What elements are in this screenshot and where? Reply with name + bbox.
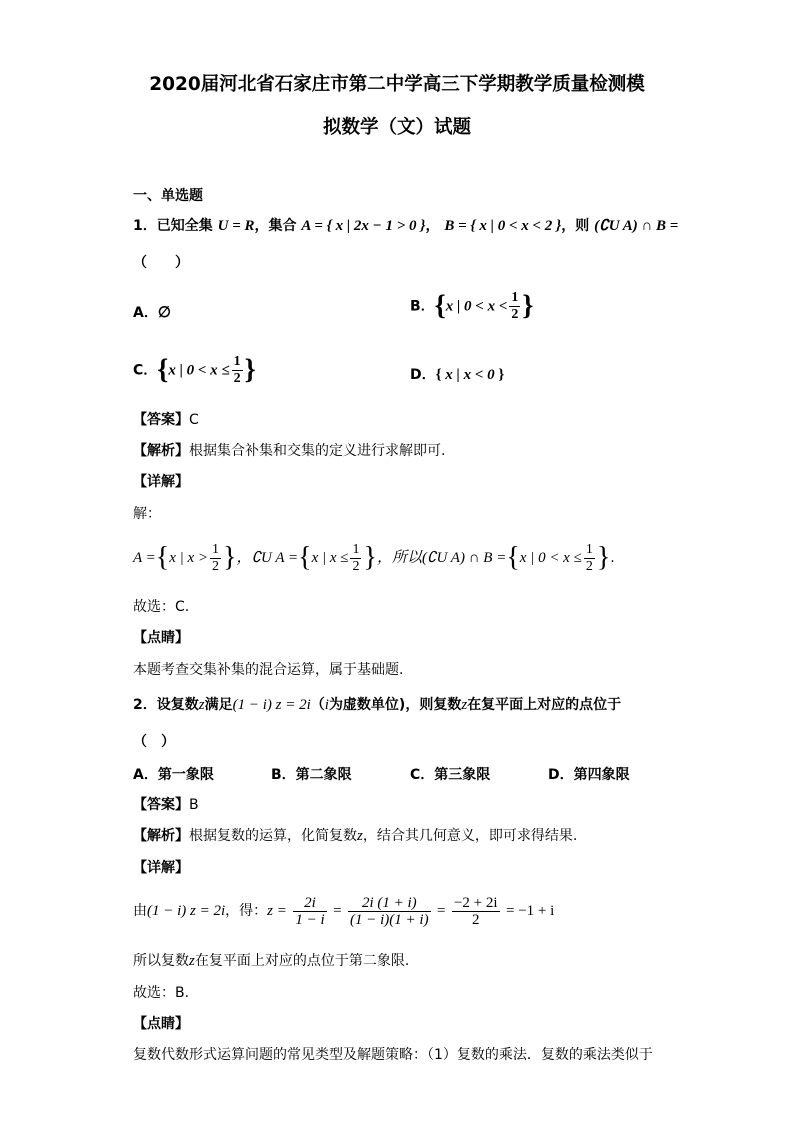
q2-z-2: z: [461, 697, 468, 713]
q2-analysis: [133, 826, 577, 846]
q2-text-a: 设复数: [156, 697, 199, 713]
q2-text-b: 满足: [204, 697, 233, 713]
q1-work-complement: ，∁U A =: [236, 550, 299, 566]
q1-work-so: ，所以(∁U A) ∩ B =: [376, 550, 507, 566]
q1-option-c-fraction: $\frac{1}{2}$: [233, 354, 241, 386]
q2-choose: 故选：B.: [133, 985, 190, 1001]
q1-option-a-label: A．: [133, 305, 158, 321]
q2-comment: 复数代数形式运算问题的常见类型及解题策略：（1）复数的乘法．复数的乘法类似于: [133, 1047, 653, 1063]
q2-result: = −1 + i: [506, 903, 555, 919]
q1-text-b: ，集合: [254, 218, 297, 234]
q1-comma: ，: [425, 218, 440, 234]
q1-comment-tag: 【点睛】: [133, 630, 189, 646]
q1-work-result: x | 0 < x ≤: [519, 550, 582, 566]
q2-eq-2: =: [437, 903, 446, 919]
q2-option-c: C．第三象限: [410, 767, 491, 783]
document-title-line1: 2020届河北省石家庄市第二中学高三下学期教学质量检测模: [149, 74, 645, 95]
q2-analysis-z: z: [357, 828, 363, 844]
q2-analysis-text-b: ，结合其几何意义，即可求得结果.: [362, 828, 578, 844]
q1-set-a: A = { x | 2x − 1 > 0 }: [301, 218, 426, 234]
q1-solve: 解：: [133, 506, 161, 522]
q2-get: ，得：: [225, 903, 268, 919]
q1-text-c: ，则: [561, 218, 590, 234]
q1-analysis-tag: 【解析】: [133, 443, 189, 459]
q2-option-d: D．第四象限: [548, 767, 630, 783]
q1-option-d-value: x | x < 0: [445, 367, 495, 383]
q2-fraction-3: $\frac{-2 + 2i}{2}$: [453, 894, 498, 928]
q2-analysis-tag: 【解析】: [133, 828, 189, 844]
q2-conclusion-a: 所以复数: [133, 953, 189, 969]
q2-analysis-text-a: 根据复数的运算，化简复数: [189, 828, 357, 844]
q2-text-d: 为虚数单位)，则复数: [328, 697, 462, 713]
q1-answer-value: C: [189, 412, 199, 428]
section-heading: 一、单选题: [133, 188, 203, 204]
q2-detail-tag: 【详解】: [133, 860, 189, 876]
q2-text-c: （: [310, 697, 325, 713]
q1-number: 1．: [133, 218, 157, 234]
q1-stem: [133, 216, 678, 236]
q2-conclusion-z: z: [189, 953, 195, 969]
q1-option-a: [133, 302, 171, 322]
q2-eq-1: =: [333, 903, 342, 919]
q2-work: [133, 893, 554, 929]
q2-option-a: A．第一象限: [133, 767, 214, 783]
q1-detail-tag: 【详解】: [133, 474, 189, 490]
q1-option-b: B．{x | 0 < x < $\frac{1}{2}$ }: [410, 290, 534, 322]
q2-answer: [133, 795, 199, 815]
q1-u-eq: U = R: [217, 218, 255, 234]
q1-option-c-value: x | 0 < x ≤: [168, 362, 230, 379]
q1-option-b-label: B．: [410, 298, 435, 315]
q2-number: 2．: [133, 697, 157, 713]
q1-text-a: 已知全集: [156, 218, 213, 234]
q1-work-fraction-1: $\frac{1}{2}$: [212, 541, 220, 574]
q1-work-a: A =: [133, 550, 156, 566]
q2-stem: [133, 695, 621, 715]
q1-option-d: D．{ x | x < 0 }: [410, 367, 505, 383]
q1-ask: (∁U A) ∩ B =: [594, 218, 679, 234]
q1-option-c-label: C．: [133, 362, 158, 379]
q2-answer-value: B: [189, 797, 199, 813]
q1-paren: （ ）: [133, 255, 189, 271]
q1-work-x-le: x | x ≤: [311, 550, 349, 566]
q1-option-b-fraction: $\frac{1}{2}$: [511, 290, 519, 322]
q2-eq: (1 − i) z = 2i: [232, 697, 311, 713]
document-title-line2: 拟数学（文）试题: [322, 117, 471, 138]
q2-answer-tag: 【答案】: [133, 797, 189, 813]
q2-comment-tag: 【点睛】: [133, 1016, 189, 1032]
q1-work: A ={x | x > $\frac{1}{2}$ }，∁U A ={x | x ≤ $\frac{1}{2}$ }，所以(∁U A) ∩ B ={x | 0 < x ≤ $\frac{1}{2}$ }.: [133, 541, 615, 574]
q1-set-b: B = { x | 0 < x < 2 }: [444, 218, 562, 234]
q1-comment: 本题考查交集补集的混合运算，属于基础题.: [133, 662, 404, 678]
q2-z: z: [198, 697, 205, 713]
q2-text-e: 在复平面上对应的点位于: [467, 697, 622, 713]
q1-answer-tag: 【答案】: [133, 412, 189, 428]
q2-option-b: B．第二象限: [271, 767, 352, 783]
q1-work-x-gt: x | x >: [169, 550, 209, 566]
q2-fraction-2: $\frac{2i (1 + i)}{(1 - i)(1 + i)}$: [350, 894, 429, 928]
q1-option-d-label: D．: [410, 367, 436, 383]
q1-option-c: C．{x | 0 < x ≤ $\frac{1}{2}$ }: [133, 354, 256, 386]
q1-option-a-value: ∅: [157, 305, 171, 321]
q2-fraction-1: $\frac{2i}{1 - i}$: [295, 894, 325, 928]
q1-analysis-text: 根据集合补集和交集的定义进行求解即可.: [189, 443, 446, 459]
q2-z-eq: z =: [267, 903, 287, 919]
q2-paren: （ ）: [133, 734, 175, 750]
q2-given: (1 − i) z = 2i: [147, 903, 226, 919]
q1-option-b-value: x | 0 < x <: [445, 298, 508, 315]
q2-conclusion-b: 在复平面上对应的点位于第二象限.: [194, 953, 410, 969]
q2-i: i: [324, 697, 329, 713]
q1-analysis: [133, 441, 445, 461]
q1-work-fraction-3: $\frac{1}{2}$: [585, 541, 593, 574]
q2-conclusion: [133, 951, 409, 971]
q1-work-fraction-2: $\frac{1}{2}$: [352, 541, 360, 574]
q1-answer: [133, 410, 199, 430]
q2-from: 由: [133, 903, 147, 919]
q1-choose: 故选：C.: [133, 599, 190, 615]
